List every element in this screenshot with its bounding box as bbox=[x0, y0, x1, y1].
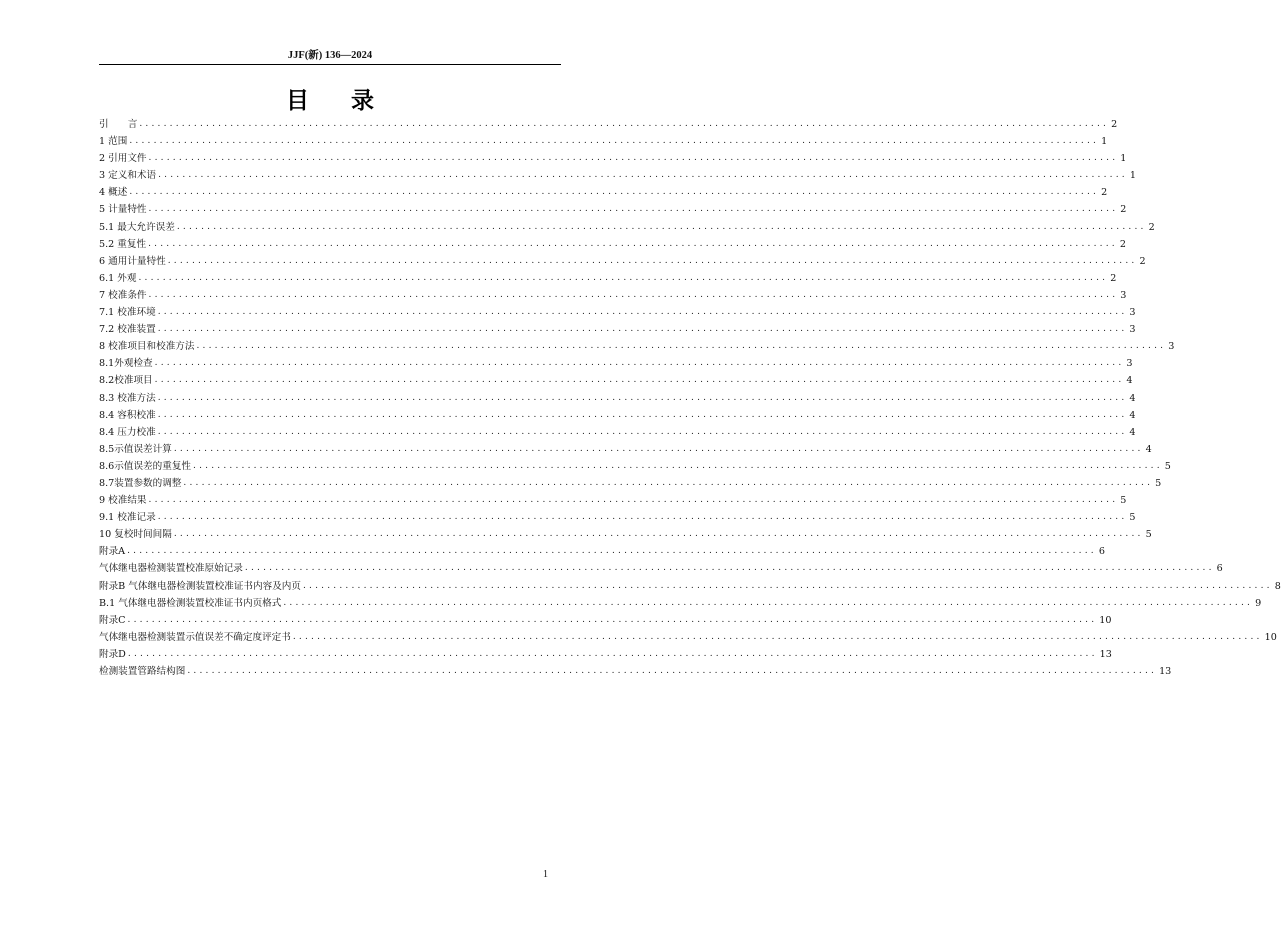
document-code-header: JJF(新) 136—2024 bbox=[287, 50, 373, 61]
toc-entry-label: 1 范围 bbox=[99, 136, 128, 148]
toc-dot-leader: ................................................................................................................................................................ bbox=[157, 392, 1128, 403]
toc-dot-leader: ................................................................................................................................................................ bbox=[196, 341, 1167, 352]
toc-dot-leader: ................................................................................................................................................................ bbox=[173, 443, 1144, 454]
toc-entry-page: 2 bbox=[1101, 187, 1108, 199]
toc-entry-page: 3 bbox=[1129, 307, 1136, 319]
toc-dot-leader: ................................................................................................................................................................ bbox=[193, 460, 1163, 471]
toc-entry-label: 7 校准条件 bbox=[99, 289, 147, 301]
toc-entry-page: 4 bbox=[1145, 443, 1152, 455]
toc-entry[interactable] bbox=[99, 270, 1117, 287]
toc-entry[interactable] bbox=[99, 475, 1162, 492]
toc-entry[interactable] bbox=[99, 612, 1112, 629]
page-number: 1 bbox=[543, 869, 548, 880]
toc-entry[interactable] bbox=[99, 526, 1152, 543]
toc-dot-leader: ................................................................................................................................................................ bbox=[173, 529, 1144, 540]
toc-entry-label: 8.6示值误差的重复性 bbox=[99, 460, 192, 472]
toc-entry-page: 9 bbox=[1255, 597, 1262, 609]
toc-entry-label: 8.4 容积校准 bbox=[99, 409, 156, 421]
table-of-contents bbox=[99, 116, 1281, 680]
toc-entry-label: 5.1 最大允许误差 bbox=[99, 221, 175, 233]
toc-dot-leader: ................................................................................................................................................................ bbox=[244, 563, 1215, 574]
toc-entry[interactable] bbox=[99, 253, 1146, 270]
toc-entry-page: 6 bbox=[1098, 546, 1105, 558]
toc-dot-leader: ................................................................................................................................................................ bbox=[127, 546, 1097, 557]
toc-entry-label: 8.1外观检查 bbox=[99, 358, 153, 370]
toc-entry-page: 13 bbox=[1159, 666, 1172, 677]
toc-dot-leader: ................................................................................................................................................................ bbox=[187, 666, 1158, 676]
toc-dot-leader: ................................................................................................................................................................ bbox=[157, 307, 1128, 318]
toc-dot-leader: ................................................................................................................................................................ bbox=[302, 580, 1273, 591]
toc-dot-leader: ................................................................................................................................................................ bbox=[127, 648, 1098, 659]
toc-entry-page: 2 bbox=[1111, 119, 1118, 130]
toc-dot-leader: ................................................................................................................................................................ bbox=[157, 512, 1128, 523]
toc-entry-label: 引 言 bbox=[99, 119, 138, 130]
toc-entry-label: 8.7装置参数的调整 bbox=[99, 477, 182, 489]
toc-dot-leader: ................................................................................................................................................................ bbox=[129, 136, 1100, 147]
toc-entry[interactable] bbox=[99, 287, 1127, 304]
toc-dot-leader: ................................................................................................................................................................ bbox=[283, 597, 1254, 608]
toc-entry-page: 10 bbox=[1264, 631, 1277, 643]
toc-entry-label: 5.2 重复性 bbox=[99, 238, 147, 250]
toc-entry[interactable] bbox=[99, 458, 1171, 475]
toc-entry-label: 检测装置管路结构图 bbox=[99, 666, 186, 677]
toc-entry-page: 8 bbox=[1274, 580, 1281, 592]
toc-entry-page: 3 bbox=[1120, 289, 1127, 301]
toc-entry-page: 4 bbox=[1129, 409, 1136, 421]
toc-entry-label: 附录D bbox=[99, 648, 126, 660]
toc-entry[interactable] bbox=[99, 509, 1136, 526]
toc-entry-label: 7.2 校准装置 bbox=[99, 324, 156, 336]
toc-entry[interactable] bbox=[99, 201, 1127, 218]
toc-entry[interactable] bbox=[99, 150, 1127, 167]
toc-entry[interactable] bbox=[99, 560, 1223, 577]
toc-entry[interactable] bbox=[99, 236, 1126, 253]
toc-entry[interactable] bbox=[99, 167, 1136, 184]
toc-entry-page: 2 bbox=[1139, 255, 1146, 267]
toc-dot-leader: ................................................................................................................................................................ bbox=[183, 477, 1154, 488]
toc-entry-label: 气体继电器检测装置校准原始记录 bbox=[99, 563, 243, 575]
toc-entry-page: 3 bbox=[1126, 358, 1133, 370]
toc-dot-leader: ................................................................................................................................................................ bbox=[292, 631, 1263, 642]
toc-entry-label: 9.1 校准记录 bbox=[99, 512, 156, 524]
toc-dot-leader: ................................................................................................................................................................ bbox=[127, 614, 1098, 625]
toc-dot-leader: ................................................................................................................................................................ bbox=[157, 426, 1128, 437]
toc-entry-page: 5 bbox=[1129, 512, 1136, 524]
toc-entry-page: 2 bbox=[1119, 238, 1126, 250]
toc-entry-label: 9 校准结果 bbox=[99, 495, 147, 507]
toc-entry-label: 8.4 压力校准 bbox=[99, 426, 156, 438]
toc-entry[interactable] bbox=[99, 321, 1136, 338]
toc-dot-leader: ................................................................................................................................................................ bbox=[148, 204, 1119, 215]
toc-dot-leader: ................................................................................................................................................................ bbox=[167, 255, 1138, 266]
toc-entry[interactable] bbox=[99, 219, 1155, 236]
toc-entry[interactable] bbox=[99, 595, 1262, 612]
toc-entry[interactable] bbox=[99, 578, 1281, 595]
toc-entry-label: 8 校准项目和校准方法 bbox=[99, 341, 195, 353]
toc-dot-leader: ................................................................................................................................................................ bbox=[154, 358, 1125, 369]
toc-entry-page: 2 bbox=[1110, 272, 1117, 284]
toc-entry-page: 2 bbox=[1120, 204, 1127, 216]
toc-dot-leader: ................................................................................................................................................................ bbox=[157, 324, 1128, 335]
toc-dot-leader: ................................................................................................................................................................ bbox=[176, 221, 1147, 232]
toc-entry[interactable] bbox=[99, 441, 1152, 458]
toc-dot-leader: ................................................................................................................................................................ bbox=[148, 495, 1119, 506]
toc-entry-label: 气体继电器检测装置示值误差不确定度评定书 bbox=[99, 631, 291, 643]
toc-entry[interactable] bbox=[99, 543, 1105, 560]
toc-entry[interactable] bbox=[99, 407, 1136, 424]
toc-dot-leader: ................................................................................................................................................................ bbox=[158, 170, 1128, 181]
toc-dot-leader: ................................................................................................................................................................ bbox=[157, 409, 1128, 420]
toc-entry-page: 5 bbox=[1145, 529, 1152, 541]
toc-dot-leader: ................................................................................................................................................................ bbox=[148, 238, 1118, 249]
toc-entry[interactable] bbox=[99, 492, 1127, 509]
toc-entry-page: 4 bbox=[1129, 392, 1136, 404]
toc-entry-label: 7.1 校准环境 bbox=[99, 307, 156, 319]
toc-entry-page: 3 bbox=[1129, 324, 1136, 336]
toc-entry-label: 2 引用文件 bbox=[99, 153, 147, 165]
toc-entry-page: 6 bbox=[1216, 563, 1223, 575]
toc-entry-label: 4 概述 bbox=[99, 187, 128, 199]
toc-entry[interactable] bbox=[99, 424, 1136, 441]
toc-entry-page: 5 bbox=[1120, 495, 1127, 507]
toc-entry-label: 8.5示值误差计算 bbox=[99, 443, 172, 455]
toc-entry-label: 8.2校准项目 bbox=[99, 375, 153, 387]
toc-entry[interactable] bbox=[99, 372, 1133, 389]
toc-entry-label: 3 定义和术语 bbox=[99, 170, 157, 182]
header-divider bbox=[99, 64, 561, 65]
toc-entry[interactable] bbox=[99, 304, 1136, 321]
toc-entry-page: 4 bbox=[1126, 375, 1133, 387]
toc-entry-label: B.1 气体继电器检测装置校准证书内页格式 bbox=[99, 597, 282, 609]
toc-entry-label: 附录B 气体继电器检测装置校准证书内容及内页 bbox=[99, 580, 301, 592]
toc-entry-label: 附录C bbox=[99, 614, 126, 626]
toc-dot-leader: ................................................................................................................................................................ bbox=[148, 289, 1119, 300]
toc-entry-page: 4 bbox=[1129, 426, 1136, 438]
page-title: 目录 bbox=[286, 88, 416, 114]
toc-dot-leader: ................................................................................................................................................................ bbox=[138, 272, 1109, 283]
toc-entry[interactable] bbox=[99, 338, 1175, 355]
toc-entry-page: 5 bbox=[1155, 477, 1162, 489]
toc-entry[interactable] bbox=[99, 629, 1277, 646]
toc-dot-leader: ................................................................................................................................................................ bbox=[154, 375, 1125, 386]
toc-entry[interactable] bbox=[99, 390, 1136, 407]
toc-entry[interactable] bbox=[99, 184, 1108, 201]
toc-entry-page: 1 bbox=[1129, 170, 1136, 182]
toc-entry-page: 10 bbox=[1099, 614, 1112, 626]
toc-entry[interactable] bbox=[99, 116, 1118, 133]
toc-entry[interactable] bbox=[99, 355, 1133, 372]
toc-entry-page: 5 bbox=[1164, 460, 1171, 472]
toc-entry-label: 附录A bbox=[99, 546, 126, 558]
toc-entry-label: 10 复校时间间隔 bbox=[99, 529, 172, 541]
toc-entry[interactable] bbox=[99, 133, 1108, 150]
toc-entry-label: 6.1 外观 bbox=[99, 272, 137, 284]
toc-entry-label: 5 计量特性 bbox=[99, 204, 147, 216]
toc-dot-leader: ................................................................................................................................................................ bbox=[139, 119, 1110, 129]
toc-entry-page: 13 bbox=[1099, 648, 1112, 660]
toc-entry[interactable] bbox=[99, 646, 1112, 663]
toc-entry-label: 6 通用计量特性 bbox=[99, 255, 166, 267]
toc-entry-page: 2 bbox=[1148, 221, 1155, 233]
toc-entry-page: 3 bbox=[1168, 341, 1175, 353]
toc-dot-leader: ................................................................................................................................................................ bbox=[148, 153, 1119, 164]
toc-entry-page: 1 bbox=[1120, 153, 1127, 165]
toc-entry-page: 1 bbox=[1101, 136, 1108, 148]
toc-entry-label: 8.3 校准方法 bbox=[99, 392, 156, 404]
toc-entry[interactable] bbox=[99, 663, 1172, 680]
toc-dot-leader: ................................................................................................................................................................ bbox=[129, 187, 1100, 198]
